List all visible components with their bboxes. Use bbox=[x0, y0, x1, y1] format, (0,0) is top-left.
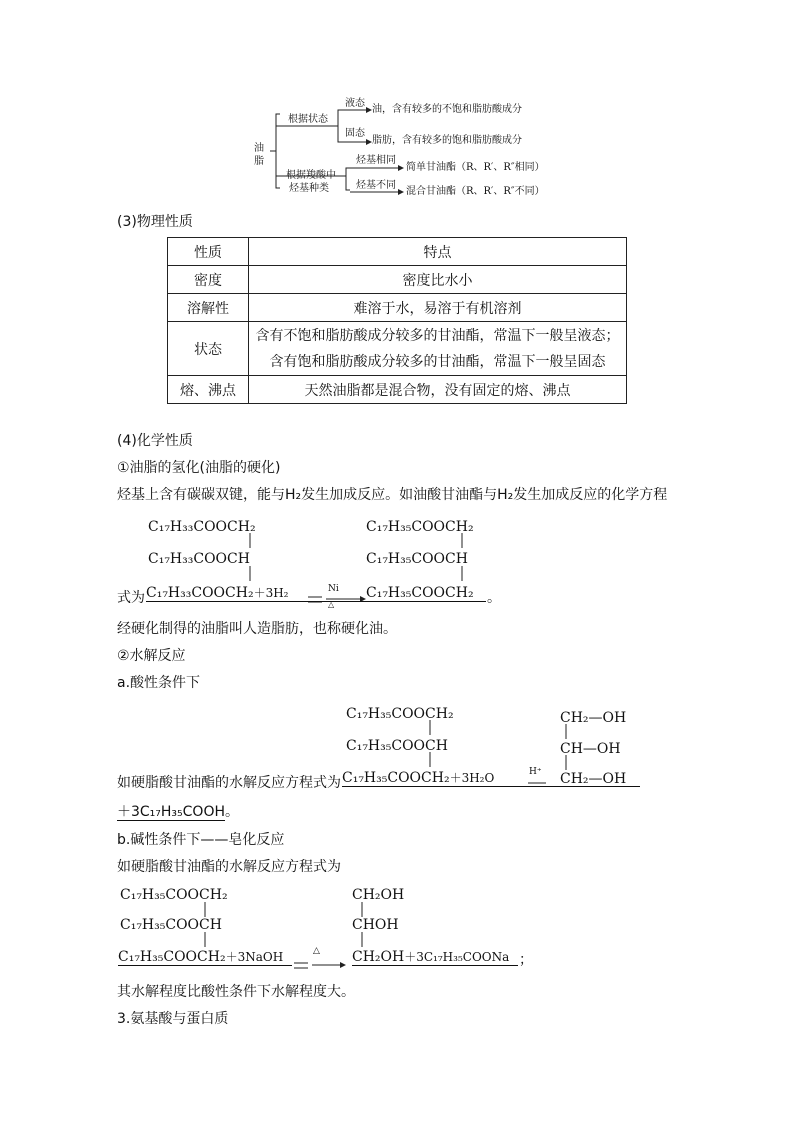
table-cell-line: 含有饱和脂肪酸成分较多的甘油酯，常温下一般呈固态 bbox=[269, 353, 606, 370]
diff-label: 烃基不同 bbox=[356, 180, 396, 191]
table-row bbox=[168, 322, 627, 376]
base-prefix: 如硬脂酸甘油酯的水解反应方程式为 bbox=[117, 859, 341, 875]
base-heat: △ bbox=[313, 946, 320, 956]
hydro-suffix: 。 bbox=[487, 590, 501, 606]
hydrogenation-note: 经硬化制得的油脂叫人造脂肪，也称硬化油。 bbox=[117, 621, 397, 637]
acid-product-line-2: CH—OH bbox=[560, 741, 621, 757]
table-cell: 溶解性 bbox=[168, 294, 249, 322]
diff-description: 混合甘油酯（R、R′、R″不同） bbox=[406, 186, 545, 197]
base-end: ； bbox=[519, 952, 533, 968]
base-product-line-3: CH₂OH bbox=[352, 949, 405, 965]
table-header-cell: 性质 bbox=[168, 238, 249, 266]
table-cell: 难溶于水，易溶于有机溶剂 bbox=[249, 294, 627, 322]
hydrogenation-text: 烃基上含有碳碳双键，能与H₂发生加成反应。如油酸甘油酯与H₂发生加成反应的化学方程 bbox=[117, 487, 668, 503]
solid-label: 固态 bbox=[345, 128, 365, 139]
same-description: 简单甘油酯（R、R′、R″相同） bbox=[406, 162, 545, 173]
base-plus-naoh: ＋3NaOH bbox=[225, 950, 284, 964]
base-reactant-line-1: C₁₇H₃₅COOCH₂ bbox=[120, 887, 228, 903]
base-note: 其水解程度比酸性条件下水解程度大。 bbox=[117, 984, 355, 1000]
physical-heading: (3)物理性质 bbox=[117, 214, 193, 230]
acid-reactant-line-2: C₁₇H₃₅COOCH bbox=[346, 738, 448, 754]
acid-plus-water: ＋3H₂O bbox=[449, 771, 495, 785]
solid-description: 脂肪，含有较多的饱和脂肪酸成分 bbox=[372, 135, 522, 146]
acid-product-line-1: CH₂—OH bbox=[560, 710, 627, 726]
base-product-line-2: CHOH bbox=[352, 917, 399, 933]
base-reactant-line-2: C₁₇H₃₅COOCH bbox=[120, 917, 222, 933]
liquid-description: 油，含有较多的不饱和脂肪酸成分 bbox=[372, 104, 522, 115]
table-cell: 熔、沸点 bbox=[168, 376, 249, 404]
table-header-row bbox=[168, 238, 627, 266]
hydro-product-line-3: C₁₇H₃₅COOCH₂ bbox=[366, 585, 486, 602]
table-cell: 密度 bbox=[168, 266, 249, 294]
base-equation-underline bbox=[118, 949, 292, 966]
hydro-heat: △ bbox=[328, 600, 335, 609]
acid-catalyst: H⁺ bbox=[529, 767, 542, 777]
liquid-label: 液态 bbox=[345, 98, 365, 109]
acid-tail: ＋3C₁₇H₃₅COOH bbox=[117, 804, 226, 820]
base-product-underline bbox=[352, 949, 518, 966]
hydrogenation-title: ①油脂的氢化(油脂的硬化) bbox=[117, 460, 281, 476]
table-cell-line: 含有不饱和脂肪酸成分较多的甘油酯，常温下一般呈液态； bbox=[255, 327, 620, 344]
base-reactant-line-3: C₁₇H₃₅COOCH₂ bbox=[118, 949, 226, 965]
table-row bbox=[168, 294, 627, 322]
hydrolysis-title: ②水解反应 bbox=[117, 648, 186, 664]
acid-title: a.酸性条件下 bbox=[117, 675, 201, 691]
base-title: b.碱性条件下——皂化反应 bbox=[117, 832, 285, 848]
classification-root: 油脂 bbox=[254, 143, 264, 167]
hydro-plus-h2: ＋3H₂ bbox=[253, 586, 289, 600]
table-row bbox=[168, 376, 627, 404]
table-row bbox=[168, 266, 627, 294]
branch-acid-label-2: 烃基种类 bbox=[289, 183, 329, 194]
table-cell: 状态 bbox=[168, 322, 249, 376]
chemical-heading: (4)化学性质 bbox=[117, 433, 193, 449]
base-product-line-1: CH₂OH bbox=[352, 887, 405, 903]
hydro-catalyst: Ni bbox=[328, 584, 339, 594]
hydro-reactant-line-3: C₁₇H₃₃COOCH₂ bbox=[146, 585, 254, 601]
base-tail: ＋3C₁₇H₃₅COONa bbox=[404, 950, 510, 964]
table-cell: 密度比水小 bbox=[249, 266, 627, 294]
table-header-cell: 特点 bbox=[249, 238, 627, 266]
acid-tail-line bbox=[117, 803, 239, 821]
branch-acid-label: 根据羧酸中 bbox=[286, 170, 336, 181]
physical-properties-table bbox=[167, 237, 627, 404]
table-cell bbox=[249, 322, 627, 376]
hydro-product-line-2: C₁₇H₃₅COOCH bbox=[366, 551, 468, 567]
hydro-reactant-line-1: C₁₇H₃₃COOCH₂ bbox=[148, 519, 256, 535]
branch-state-label: 根据状态 bbox=[288, 114, 328, 125]
next-section-heading: 3.氨基酸与蛋白质 bbox=[117, 1011, 229, 1027]
same-label: 烃基相同 bbox=[356, 155, 396, 166]
acid-reactant-line-1: C₁₇H₃₅COOCH₂ bbox=[346, 706, 454, 722]
acid-reactant-line-3: C₁₇H₃₅COOCH₂ bbox=[342, 770, 450, 786]
table-cell: 天然油脂都是混合物，没有固定的熔、沸点 bbox=[249, 376, 627, 404]
acid-end: 。 bbox=[225, 804, 240, 820]
hydro-prefix: 式为 bbox=[117, 590, 145, 606]
hydro-reactant-line-2: C₁₇H₃₃COOCH bbox=[148, 551, 250, 567]
acid-product-line-3: CH₂—OH bbox=[560, 771, 627, 787]
acid-prefix: 如硬脂酸甘油酯的水解反应方程式为 bbox=[117, 775, 341, 791]
hydro-product-line-1: C₁₇H₃₅COOCH₂ bbox=[366, 519, 474, 535]
